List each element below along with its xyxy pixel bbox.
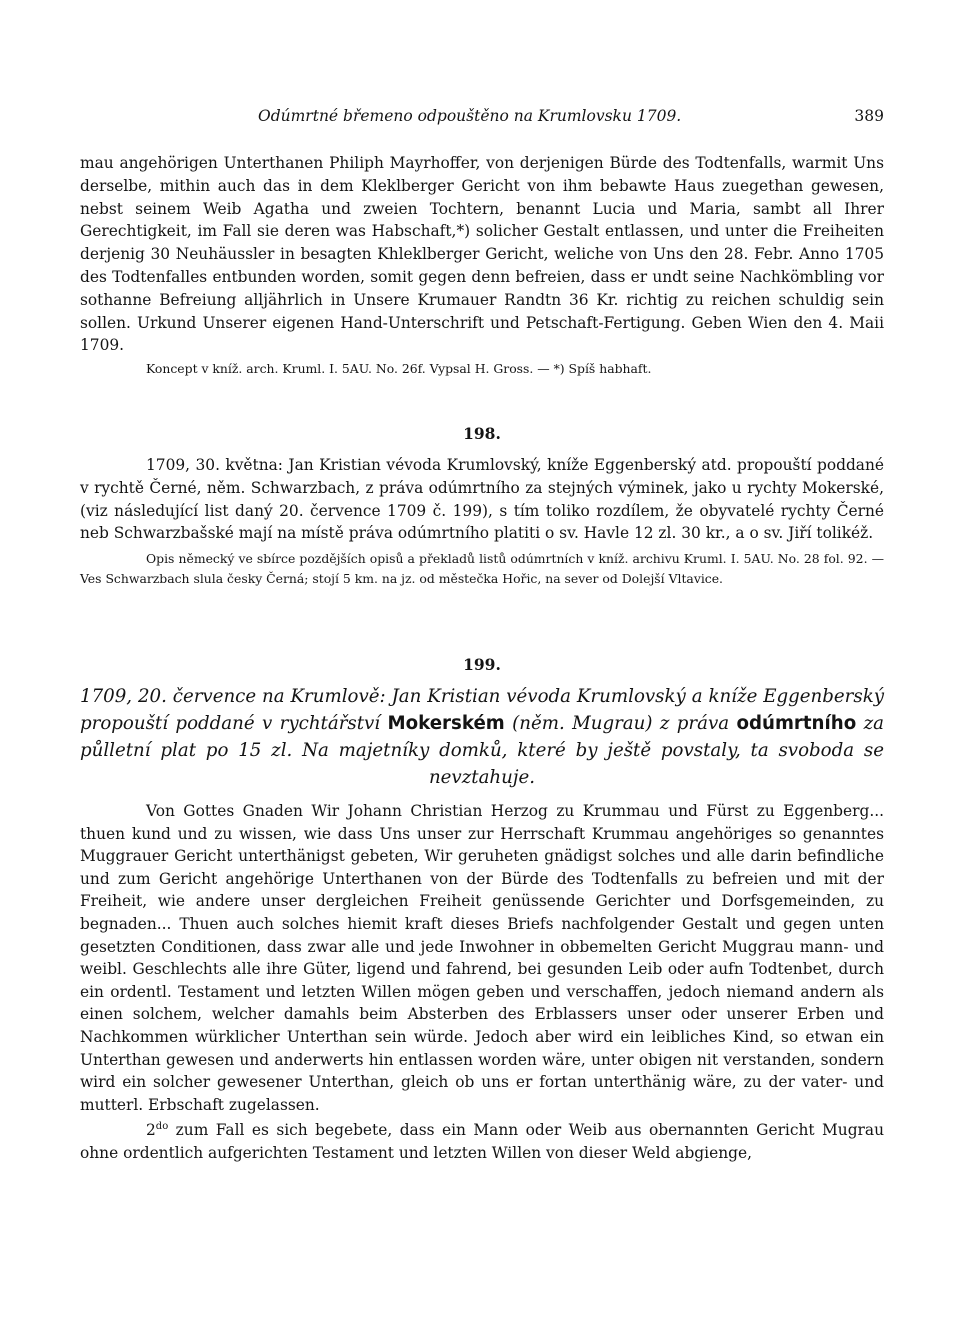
document-number-198: 198. (463, 424, 501, 443)
document-198 (80, 454, 884, 588)
regest-199-part3: za půlletní plat po 15 zl. Na majetníky domků, které by ještě povstaly, ta svoboda se nevztahuje. (80, 713, 884, 788)
regest-199-part2: (něm. Mugrau) z práva (504, 713, 737, 734)
regest-199-text (80, 683, 884, 791)
page-number: 389 (854, 107, 884, 125)
continuation-note: Koncept v kníž. arch. Kruml. I. 5AU. No. 26f. Vypsal H. Gross. — *) Spíš habhaft. (146, 361, 652, 377)
paragraph-199-2-sup: do (155, 1121, 169, 1133)
continuation-text: mau angehörigen Unterthanen Philiph Mayrhoffer, von derjenigen Bürde des Todtenfalls, warmit Uns derselbe, mithin auch das in dem Kleklberger Gericht von ihm bebawte Haus zuegethan gewesen, nebst seinem Weib Agatha und zweien Tochtern, benannt Lucia und Maria, sambt all Ihrer Gerechtigkeit, im Fall sie deren was Habschaft,*) solicher Gestalt entlassen, und unter die Freiheiten derjenig 30 Neuhäussler in besagten Khleklberger Gericht, weliche von Uns den 28. Febr. Anno 1705 des Todtenfalles entbunden worden, somit gegen denn befreien, dass er undt seine Nachkömbling vor sothanne Befreiung alljährlich in Unsere Krumauer Randtn 36 Kr. richtig zu reichen schuldig sein sollen. Urkund Unserer eigenen Hand-Unterschrift und Petschaft-Fertigung. Geben Wien den 4. Maii 1709. (80, 154, 884, 355)
note-198: Opis německý ve sbírce pozdějších opisů a překladů listů odúmrtních v kníž. archivu Kruml. I. 5AU. No. 28 fol. 92. — Ves Schwarzbach slula česky Černá; stojí 5 km. na jz. od městečka Hořic, na sever od Dolejší Vltavice. (80, 551, 884, 586)
document-number-199: 199. (463, 655, 501, 674)
regest-199-part1: 1709, 20. července na Krumlově: Jan Kristian vévoda Krumlovský a kníže Eggenberský propouští poddané v rychtářství (80, 686, 884, 734)
document-199-body (80, 800, 884, 1165)
regest-199 (80, 683, 884, 791)
regest-199-place: Mokerském (387, 713, 505, 734)
paragraph-199-2-lead: 2 (146, 1121, 156, 1140)
paragraph-199-2-text: zum Fall es sich begebete, dass ein Mann oder Weib aus obernannten Gericht Mugrau ohne ordentlich aufgerichten Testament und letzten Willen von dieser Weld abgienge, (80, 1121, 884, 1163)
running-head (80, 107, 884, 129)
running-title: Odúmrtné břemeno odpouštěno na Krumlovsku 1709. (258, 107, 682, 125)
regest-198: 1709, 30. května: Jan Kristian vévoda Krumlovský, kníže Eggenberský atd. propouští poddané v rychtě Černé, něm. Schwarzbach, z práva odúmrtního za stejných výminek, jako u rychty Mokerské, (viz následující list daný 20. července 1709 č. 199), s tím toliko rozdílem, že obyvatelé rychty Černé neb Schwarzbašské mají na místě práva odúmrtního platiti o sv. Havle 12 zl. 30 kr., a o sv. Jiří tolikéž. (80, 456, 884, 543)
regest-199-term: odúmrtního (736, 713, 857, 734)
paragraph-199-1: Von Gottes Gnaden Wir Johann Christian Herzog zu Krummau und Fürst zu Eggenberg... thuen kund und zu wissen, wie dass Uns unser zur Herrschaft Krummau angehöriges so genanntes Muggrauer Gericht unterthänigst gebeten, Wir geruheten gnädigst solches und alle darin befindliche und zum Gericht angehörige Unterthanen von der Bürde des Todtenfalls zu befreien und mit der Freiheit, wie andere unser dergleichen Freiheit genüssende Gerichter und Dorfsgemeinden, zu begnaden... Thuen auch solches hiemit kraft dieses Briefs nachfolgender Gestalt und gegen unten gesetzten Conditionen, dass zwar alle und jede Inwohner in obbemelten Gericht Muggrau mann- und weibl. Geschlechts alle ihre Güter, ligend und fahrend, bei gesunden Leib oder aufn Todtenbet, durch ein ordentl. Testament und letzten Willen mögen geben und verschaffen, jedoch niemand andern als einen solchem, welcher damahls beim Absterben des Erblassers unser oder unserer Erben und Nachkommen würklicher Unterthan sein würde. Jedoch aber wird ein leibliches Kind, so etwan ein Unterthan gewesen und anderwerts hin entlassen worden wäre, unter obigen nit verstanden, sondern wird ein solcher gewesener Unterthan, gleich ob uns er fortan unterthänig wäre, zu der vater- und mutterl. Erbschaft zugelassen. (80, 802, 884, 1114)
continuation-section (80, 152, 884, 379)
paragraph-199-2 (80, 1116, 884, 1164)
